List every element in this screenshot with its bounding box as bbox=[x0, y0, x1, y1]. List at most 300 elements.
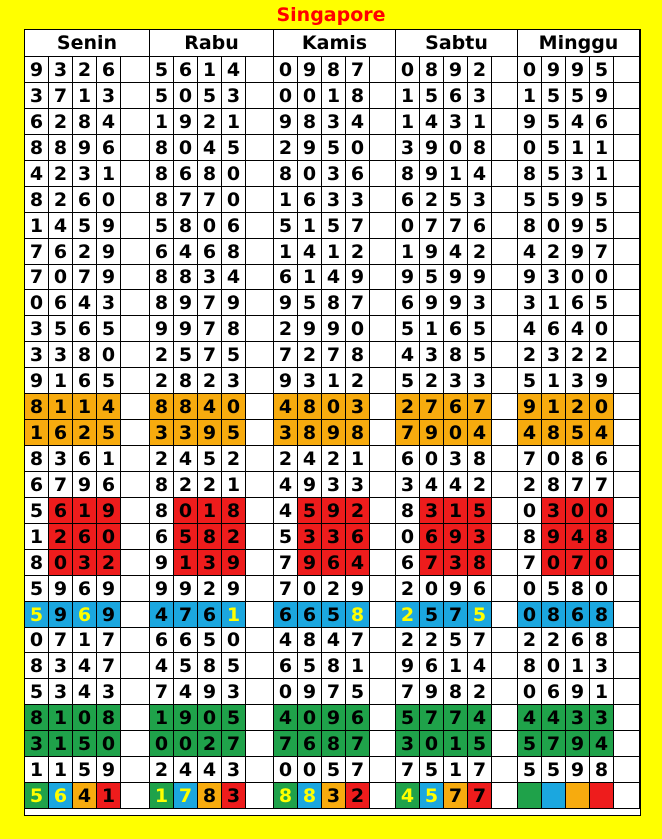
digit-cell: 9 bbox=[298, 135, 322, 161]
digit-cell: 0 bbox=[298, 83, 322, 109]
digit-cell: 3 bbox=[222, 679, 246, 705]
column-gap bbox=[614, 290, 640, 316]
digit-cell: 0 bbox=[222, 161, 246, 187]
digit-cell: 2 bbox=[396, 576, 420, 602]
digit-cell: 6 bbox=[97, 472, 121, 498]
digit-cell: 6 bbox=[198, 602, 222, 628]
digit-cell: 7 bbox=[346, 731, 370, 757]
column-gap bbox=[246, 394, 274, 420]
digit-cell: 1 bbox=[25, 757, 49, 783]
digit-cell: 7 bbox=[73, 264, 97, 290]
column-gap bbox=[492, 342, 518, 368]
digit-cell: 6 bbox=[468, 213, 492, 239]
digit-cell: 9 bbox=[49, 576, 73, 602]
digit-cell: 9 bbox=[566, 239, 590, 265]
digit-cell: 8 bbox=[150, 498, 174, 524]
digit-cell: 1 bbox=[73, 498, 97, 524]
digit-cell: 4 bbox=[346, 550, 370, 576]
digit-cell: 7 bbox=[274, 342, 298, 368]
digit-cell: 6 bbox=[274, 602, 298, 628]
digit-cell: 0 bbox=[396, 524, 420, 550]
digit-cell: 7 bbox=[396, 420, 420, 446]
digit-cell: 0 bbox=[444, 420, 468, 446]
digit-cell: 6 bbox=[73, 446, 97, 472]
digit-cell: 1 bbox=[198, 57, 222, 83]
digit-cell: 0 bbox=[346, 316, 370, 342]
digit-cell: 9 bbox=[542, 57, 566, 83]
digit-cell: 2 bbox=[49, 187, 73, 213]
digit-cell: 4 bbox=[566, 316, 590, 342]
digit-cell: 7 bbox=[198, 187, 222, 213]
column-gap bbox=[492, 757, 518, 783]
digit-cell: 4 bbox=[174, 446, 198, 472]
digit-cell: 5 bbox=[590, 213, 614, 239]
digit-cell: 4 bbox=[396, 783, 420, 809]
digit-cell: 5 bbox=[174, 524, 198, 550]
digit-cell: 6 bbox=[542, 316, 566, 342]
digit-cell: 9 bbox=[73, 135, 97, 161]
column-gap bbox=[614, 135, 640, 161]
column-gap bbox=[370, 576, 396, 602]
digit-cell: 5 bbox=[518, 187, 542, 213]
column-gap bbox=[370, 290, 396, 316]
digit-cell: 5 bbox=[25, 498, 49, 524]
digit-cell: 8 bbox=[444, 342, 468, 368]
digit-cell: 7 bbox=[420, 550, 444, 576]
digit-cell: 3 bbox=[222, 757, 246, 783]
digit-cell: 2 bbox=[346, 498, 370, 524]
digit-cell: 7 bbox=[468, 757, 492, 783]
digit-cell: 5 bbox=[322, 213, 346, 239]
digit-cell: 4 bbox=[566, 524, 590, 550]
digit-cell: 0 bbox=[274, 757, 298, 783]
digit-cell: 1 bbox=[566, 653, 590, 679]
digit-cell: 1 bbox=[322, 83, 346, 109]
column-gap bbox=[121, 264, 150, 290]
column-gap bbox=[246, 524, 274, 550]
digit-cell: 4 bbox=[346, 109, 370, 135]
digit-cell: 7 bbox=[444, 602, 468, 628]
digit-cell: 0 bbox=[322, 394, 346, 420]
digit-cell: 4 bbox=[97, 109, 121, 135]
column-gap bbox=[614, 472, 640, 498]
digit-cell: 2 bbox=[198, 472, 222, 498]
digit-cell: 6 bbox=[150, 627, 174, 653]
digit-cell: 5 bbox=[396, 368, 420, 394]
digit-cell: 0 bbox=[49, 264, 73, 290]
column-gap bbox=[614, 420, 640, 446]
column-gap bbox=[492, 57, 518, 83]
digit-cell: 1 bbox=[542, 368, 566, 394]
column-gap bbox=[246, 550, 274, 576]
digit-cell: 0 bbox=[518, 57, 542, 83]
digit-cell: 8 bbox=[346, 602, 370, 628]
digit-cell: 9 bbox=[97, 213, 121, 239]
digit-cell: 0 bbox=[298, 705, 322, 731]
digit-cell: 5 bbox=[468, 342, 492, 368]
digit-cell: 0 bbox=[346, 135, 370, 161]
column-gap bbox=[246, 135, 274, 161]
digit-cell: 7 bbox=[97, 627, 121, 653]
digit-cell: 7 bbox=[444, 705, 468, 731]
digit-cell: 5 bbox=[542, 757, 566, 783]
digit-cell: 1 bbox=[49, 757, 73, 783]
digit-cell: 9 bbox=[566, 731, 590, 757]
digit-cell: 1 bbox=[25, 524, 49, 550]
column-gap bbox=[370, 679, 396, 705]
digit-cell: 3 bbox=[97, 290, 121, 316]
digit-cell: 9 bbox=[396, 264, 420, 290]
column-gap bbox=[121, 213, 150, 239]
column-gap bbox=[246, 679, 274, 705]
column-gap bbox=[492, 550, 518, 576]
digit-cell: 4 bbox=[174, 679, 198, 705]
digit-cell: 6 bbox=[25, 109, 49, 135]
digit-cell: 0 bbox=[518, 576, 542, 602]
digit-cell: 8 bbox=[518, 524, 542, 550]
digit-cell: 3 bbox=[468, 290, 492, 316]
digit-cell: 9 bbox=[322, 498, 346, 524]
digit-cell: 8 bbox=[566, 446, 590, 472]
digit-cell: 0 bbox=[25, 290, 49, 316]
digit-cell: 2 bbox=[274, 135, 298, 161]
column-gap bbox=[614, 679, 640, 705]
digit-cell: 6 bbox=[198, 239, 222, 265]
digit-cell: 9 bbox=[49, 602, 73, 628]
digit-cell: 9 bbox=[566, 187, 590, 213]
digit-cell: 6 bbox=[566, 602, 590, 628]
digit-cell: 5 bbox=[396, 705, 420, 731]
digit-cell: 5 bbox=[222, 342, 246, 368]
digit-cell: 0 bbox=[566, 264, 590, 290]
digit-cell: 7 bbox=[49, 83, 73, 109]
digit-cell: 4 bbox=[420, 472, 444, 498]
column-gap bbox=[492, 368, 518, 394]
digit-cell: 3 bbox=[97, 83, 121, 109]
digit-cell: 1 bbox=[590, 135, 614, 161]
digit-cell: 2 bbox=[322, 576, 346, 602]
digit-cell: 9 bbox=[25, 57, 49, 83]
digit-cell: 7 bbox=[590, 239, 614, 265]
column-gap bbox=[492, 524, 518, 550]
digit-cell: 9 bbox=[420, 420, 444, 446]
digit-cell: 7 bbox=[468, 627, 492, 653]
digit-cell: 1 bbox=[396, 83, 420, 109]
digit-cell: 5 bbox=[542, 161, 566, 187]
digit-cell: 8 bbox=[468, 446, 492, 472]
digit-cell: 4 bbox=[518, 316, 542, 342]
digit-cell: 9 bbox=[298, 679, 322, 705]
digit-cell: 5 bbox=[198, 627, 222, 653]
digit-cell: 3 bbox=[73, 161, 97, 187]
day-header-sabtu: Sabtu bbox=[396, 30, 518, 57]
digit-cell: 2 bbox=[73, 239, 97, 265]
column-gap bbox=[246, 109, 274, 135]
column-gap bbox=[121, 498, 150, 524]
digit-cell: 8 bbox=[298, 783, 322, 809]
column-gap bbox=[492, 498, 518, 524]
digit-cell: 9 bbox=[420, 290, 444, 316]
digit-cell: 4 bbox=[420, 109, 444, 135]
digit-cell: 2 bbox=[198, 109, 222, 135]
digit-cell: 0 bbox=[274, 57, 298, 83]
digit-cell: 9 bbox=[97, 264, 121, 290]
digit-cell: 5 bbox=[420, 83, 444, 109]
digit-cell: 7 bbox=[590, 472, 614, 498]
column-gap bbox=[121, 757, 150, 783]
digit-cell: 1 bbox=[222, 602, 246, 628]
digit-cell: 8 bbox=[468, 135, 492, 161]
column-gap bbox=[614, 576, 640, 602]
digit-cell: 7 bbox=[274, 731, 298, 757]
digit-cell: 8 bbox=[396, 161, 420, 187]
digit-cell: 8 bbox=[73, 109, 97, 135]
digit-cell: 8 bbox=[590, 627, 614, 653]
digit-cell: 8 bbox=[222, 316, 246, 342]
digit-cell: 3 bbox=[322, 161, 346, 187]
digit-cell: 9 bbox=[346, 264, 370, 290]
digit-cell: 5 bbox=[222, 135, 246, 161]
digit-cell: 8 bbox=[518, 161, 542, 187]
digit-cell: 0 bbox=[97, 187, 121, 213]
column-gap bbox=[121, 420, 150, 446]
digit-cell: 4 bbox=[468, 161, 492, 187]
column-gap bbox=[246, 57, 274, 83]
digit-cell: 0 bbox=[542, 550, 566, 576]
digit-cell: 5 bbox=[322, 757, 346, 783]
digit-cell: 2 bbox=[468, 57, 492, 83]
column-gap bbox=[614, 394, 640, 420]
digit-cell: 9 bbox=[298, 550, 322, 576]
digit-cell: 0 bbox=[298, 757, 322, 783]
digit-cell: 5 bbox=[346, 679, 370, 705]
digit-cell: 7 bbox=[518, 550, 542, 576]
column-gap bbox=[246, 83, 274, 109]
digit-cell: 2 bbox=[468, 472, 492, 498]
digit-cell: 3 bbox=[174, 420, 198, 446]
digit-cell: 9 bbox=[420, 135, 444, 161]
page-title: Singapore bbox=[276, 4, 386, 26]
digit-cell: 7 bbox=[542, 731, 566, 757]
digit-cell: 5 bbox=[198, 83, 222, 109]
column-gap bbox=[492, 705, 518, 731]
digit-cell: 8 bbox=[25, 135, 49, 161]
column-gap bbox=[121, 187, 150, 213]
digit-cell: 6 bbox=[73, 368, 97, 394]
digit-cell: 8 bbox=[174, 213, 198, 239]
digit-cell: 0 bbox=[590, 394, 614, 420]
digit-cell bbox=[542, 783, 566, 809]
digit-cell: 8 bbox=[298, 627, 322, 653]
digit-cell: 9 bbox=[518, 109, 542, 135]
column-gap bbox=[492, 239, 518, 265]
digit-cell: 1 bbox=[444, 161, 468, 187]
column-gap bbox=[246, 239, 274, 265]
column-gap bbox=[370, 368, 396, 394]
digit-cell: 4 bbox=[444, 472, 468, 498]
column-gap bbox=[492, 783, 518, 809]
column-gap bbox=[370, 161, 396, 187]
digit-cell: 8 bbox=[222, 498, 246, 524]
digit-cell: 5 bbox=[542, 109, 566, 135]
digit-cell: 1 bbox=[73, 394, 97, 420]
digit-cell: 5 bbox=[590, 57, 614, 83]
column-gap bbox=[614, 653, 640, 679]
digit-cell: 8 bbox=[25, 187, 49, 213]
digit-cell: 6 bbox=[298, 187, 322, 213]
digit-cell: 1 bbox=[468, 109, 492, 135]
digit-cell: 5 bbox=[222, 420, 246, 446]
digit-cell: 6 bbox=[590, 109, 614, 135]
digit-cell: 9 bbox=[396, 653, 420, 679]
digit-cell: 1 bbox=[322, 368, 346, 394]
digit-cell bbox=[518, 783, 542, 809]
digit-cell: 1 bbox=[73, 627, 97, 653]
column-gap bbox=[370, 757, 396, 783]
digit-cell: 2 bbox=[274, 316, 298, 342]
digit-cell: 3 bbox=[298, 368, 322, 394]
digit-cell: 4 bbox=[73, 679, 97, 705]
column-gap bbox=[492, 264, 518, 290]
digit-cell: 3 bbox=[590, 653, 614, 679]
column-gap bbox=[370, 498, 396, 524]
digit-cell: 5 bbox=[396, 316, 420, 342]
digit-cell: 6 bbox=[73, 576, 97, 602]
digit-cell: 8 bbox=[542, 420, 566, 446]
digit-cell: 6 bbox=[49, 783, 73, 809]
digit-cell: 7 bbox=[174, 187, 198, 213]
digit-cell: 5 bbox=[298, 498, 322, 524]
digit-cell: 0 bbox=[25, 627, 49, 653]
column-gap bbox=[121, 83, 150, 109]
digit-cell: 8 bbox=[590, 602, 614, 628]
column-gap bbox=[370, 135, 396, 161]
digit-cell: 5 bbox=[566, 83, 590, 109]
digit-cell: 9 bbox=[298, 472, 322, 498]
digit-cell: 5 bbox=[274, 524, 298, 550]
digit-cell: 4 bbox=[322, 264, 346, 290]
digit-cell: 2 bbox=[198, 368, 222, 394]
digit-cell: 5 bbox=[468, 498, 492, 524]
digit-cell: 4 bbox=[222, 57, 246, 83]
column-gap bbox=[121, 446, 150, 472]
digit-cell: 8 bbox=[542, 472, 566, 498]
digit-cell: 3 bbox=[322, 109, 346, 135]
digit-cell: 4 bbox=[396, 342, 420, 368]
digit-cell: 1 bbox=[444, 653, 468, 679]
digit-cell: 4 bbox=[298, 239, 322, 265]
column-gap bbox=[492, 576, 518, 602]
digit-cell: 6 bbox=[346, 705, 370, 731]
digit-cell: 4 bbox=[468, 705, 492, 731]
column-gap bbox=[121, 705, 150, 731]
column-gap bbox=[614, 368, 640, 394]
column-gap bbox=[492, 109, 518, 135]
digit-cell: 8 bbox=[518, 213, 542, 239]
column-gap bbox=[492, 290, 518, 316]
digit-cell: 4 bbox=[518, 239, 542, 265]
digit-cell: 5 bbox=[518, 368, 542, 394]
digit-cell: 3 bbox=[566, 368, 590, 394]
digit-cell: 7 bbox=[274, 550, 298, 576]
digit-cell: 8 bbox=[49, 135, 73, 161]
digit-cell: 8 bbox=[542, 602, 566, 628]
digit-cell: 1 bbox=[97, 446, 121, 472]
column-gap bbox=[370, 109, 396, 135]
column-gap bbox=[492, 446, 518, 472]
digit-cell: 3 bbox=[468, 524, 492, 550]
digit-cell: 4 bbox=[542, 705, 566, 731]
digit-cell: 6 bbox=[274, 653, 298, 679]
digit-cell: 1 bbox=[222, 472, 246, 498]
digit-cell: 9 bbox=[274, 290, 298, 316]
column-gap bbox=[246, 316, 274, 342]
digit-cell: 0 bbox=[420, 446, 444, 472]
digit-cell: 0 bbox=[590, 264, 614, 290]
digit-cell: 2 bbox=[322, 446, 346, 472]
digit-cell: 7 bbox=[346, 757, 370, 783]
digit-cell: 3 bbox=[49, 446, 73, 472]
digit-cell: 2 bbox=[566, 394, 590, 420]
digit-cell: 1 bbox=[25, 420, 49, 446]
column-gap bbox=[614, 705, 640, 731]
digit-cell: 2 bbox=[274, 446, 298, 472]
digit-cell: 0 bbox=[198, 705, 222, 731]
digit-cell: 4 bbox=[49, 213, 73, 239]
digit-cell: 2 bbox=[198, 731, 222, 757]
column-gap bbox=[614, 783, 640, 809]
digit-cell: 1 bbox=[444, 498, 468, 524]
digit-cell: 2 bbox=[420, 368, 444, 394]
digit-cell: 6 bbox=[174, 161, 198, 187]
digit-cell: 0 bbox=[97, 731, 121, 757]
column-gap bbox=[246, 368, 274, 394]
digit-cell: 6 bbox=[25, 472, 49, 498]
day-header-senin: Senin bbox=[25, 30, 150, 57]
column-gap bbox=[246, 264, 274, 290]
digit-cell: 0 bbox=[73, 705, 97, 731]
column-gap bbox=[121, 576, 150, 602]
digit-cell: 7 bbox=[566, 550, 590, 576]
digit-cell: 9 bbox=[298, 316, 322, 342]
digit-cell: 9 bbox=[590, 83, 614, 109]
digit-cell: 5 bbox=[322, 135, 346, 161]
digit-cell: 0 bbox=[542, 213, 566, 239]
digit-cell: 0 bbox=[274, 83, 298, 109]
column-gap bbox=[370, 316, 396, 342]
digit-cell: 2 bbox=[346, 239, 370, 265]
digit-cell: 7 bbox=[346, 213, 370, 239]
digit-cell: 0 bbox=[542, 446, 566, 472]
column-gap bbox=[246, 576, 274, 602]
column-gap bbox=[370, 653, 396, 679]
digit-cell: 9 bbox=[346, 576, 370, 602]
column-gap bbox=[370, 213, 396, 239]
digit-cell: 3 bbox=[542, 498, 566, 524]
digit-cell: 8 bbox=[322, 653, 346, 679]
digit-cell: 9 bbox=[322, 705, 346, 731]
digit-cell: 5 bbox=[49, 316, 73, 342]
digit-cell: 4 bbox=[518, 420, 542, 446]
digit-cell: 1 bbox=[298, 264, 322, 290]
digit-cell: 2 bbox=[346, 783, 370, 809]
digit-cell: 7 bbox=[49, 472, 73, 498]
digit-cell: 0 bbox=[518, 135, 542, 161]
digit-cell: 7 bbox=[396, 679, 420, 705]
column-gap bbox=[370, 187, 396, 213]
digit-cell: 6 bbox=[396, 187, 420, 213]
column-gap bbox=[246, 602, 274, 628]
